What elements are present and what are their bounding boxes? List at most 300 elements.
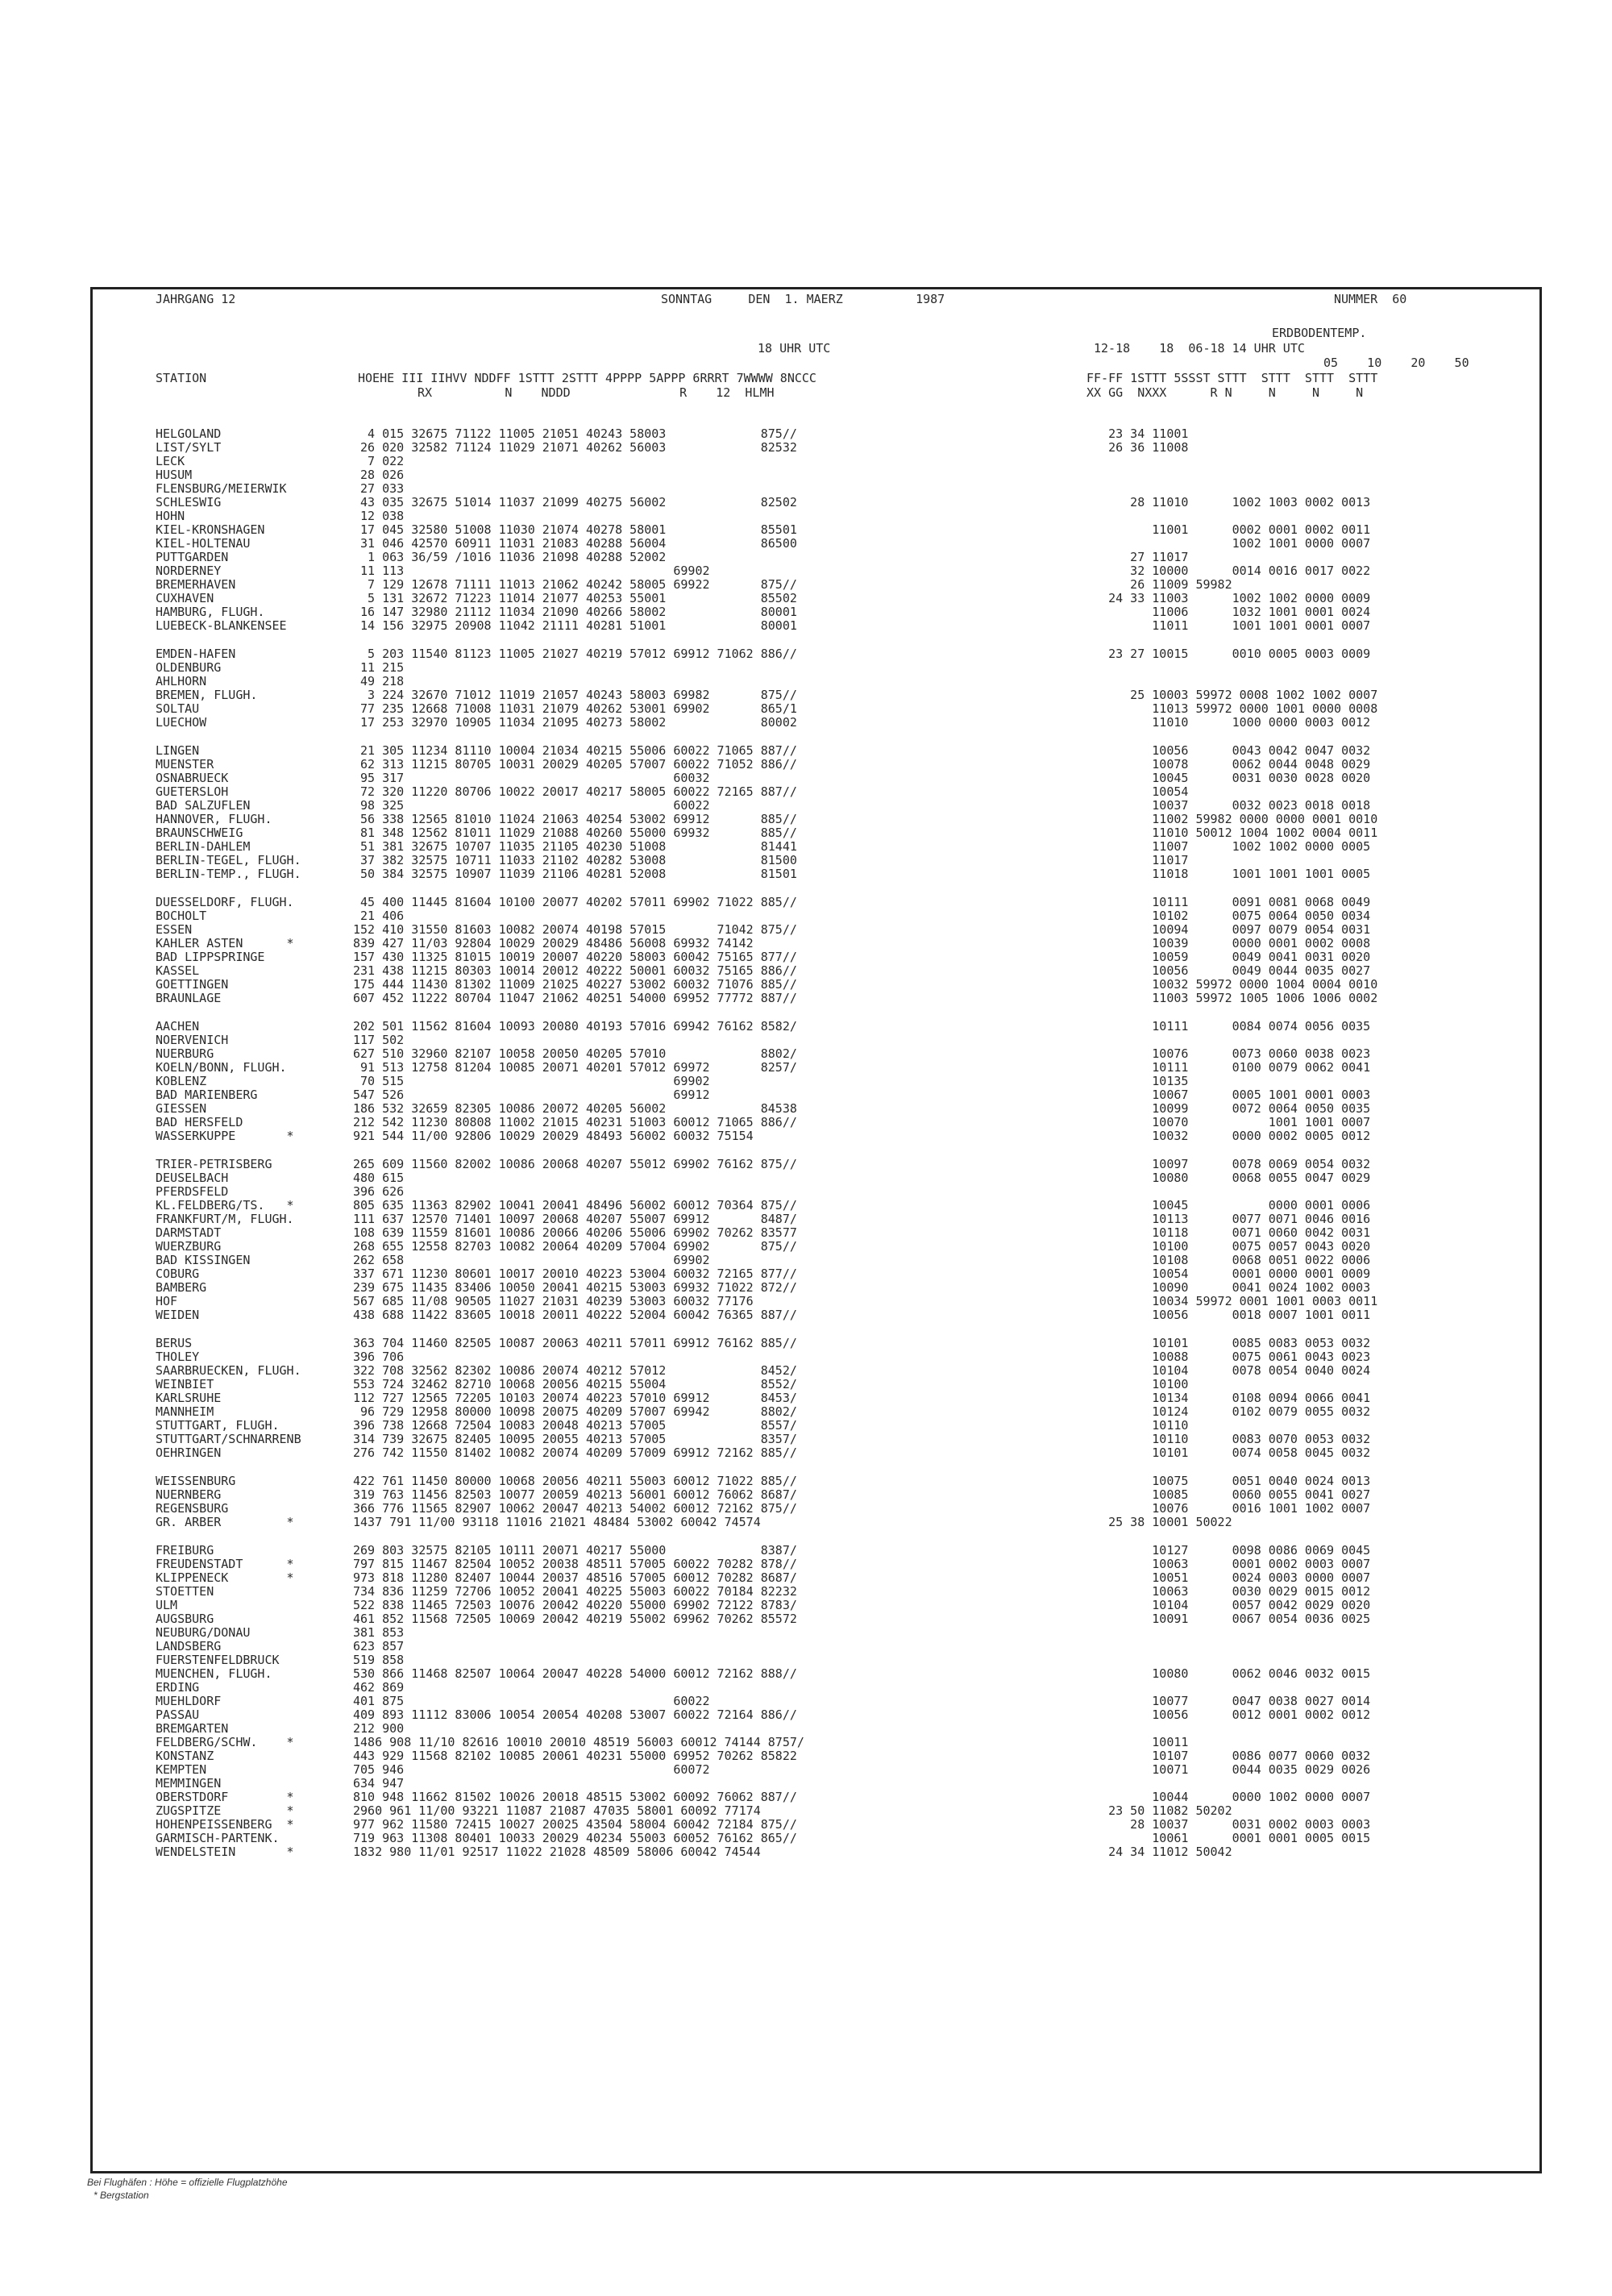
station-name: LUEBECK-BLANKENSEE bbox=[156, 618, 287, 633]
station-synop: 7 022 bbox=[353, 454, 405, 468]
station-name: KIEL-KRONSHAGEN bbox=[156, 522, 265, 537]
station-name: FRANKFURT/M, FLUGH. bbox=[156, 1212, 294, 1226]
station-synop: 2960 961 11/00 93221 11087 21087 47035 58001 60092 77174 bbox=[353, 1803, 761, 1818]
station-extra: 10056 0043 0042 0047 0032 bbox=[1086, 743, 1371, 758]
station-group bbox=[156, 1158, 1526, 1322]
station-extra: 10101 0074 0058 0045 0032 bbox=[1086, 1445, 1371, 1460]
station-extra: 10051 0024 0003 0000 0007 bbox=[1086, 1570, 1371, 1585]
station-extra: 10067 0005 1001 0001 0003 bbox=[1086, 1088, 1371, 1102]
station-row bbox=[156, 551, 1526, 564]
station-synop: 28 026 bbox=[353, 468, 405, 482]
station-name: LECK bbox=[156, 454, 185, 468]
station-row bbox=[156, 1845, 1526, 1859]
station-synop: 438 688 11422 83605 10018 20011 40222 52004 60042 76365 887// bbox=[353, 1308, 797, 1322]
station-extra: 10045 0000 0001 0006 bbox=[1086, 1198, 1371, 1212]
station-extra: 10134 0108 0094 0066 0041 bbox=[1086, 1391, 1371, 1405]
station-synop: 77 235 12668 71008 11031 21079 40262 53001 69902 865/1 bbox=[353, 701, 797, 716]
station-name: BRAUNLAGE bbox=[156, 991, 222, 1005]
station-extra: 32 10000 0014 0016 0017 0022 bbox=[1086, 564, 1371, 578]
station-row bbox=[156, 1558, 1526, 1571]
station-row bbox=[156, 978, 1526, 992]
station-synop: 175 444 11430 81302 11009 21025 40227 53002 60032 71076 885// bbox=[353, 977, 797, 992]
period-heading: 12-18 18 06-18 14 UHR UTC bbox=[1094, 341, 1305, 356]
station-synop: 11 215 bbox=[353, 660, 405, 675]
station-row bbox=[156, 909, 1526, 923]
station-extra: 10104 0078 0054 0040 0024 bbox=[1086, 1363, 1371, 1378]
station-row bbox=[156, 1350, 1526, 1364]
station-group bbox=[156, 1544, 1526, 1859]
station-extra: 11010 1000 0000 0003 0012 bbox=[1086, 715, 1371, 730]
station-row bbox=[156, 1337, 1526, 1350]
station-row bbox=[156, 564, 1526, 578]
station-name: KONSTANZ bbox=[156, 1749, 214, 1763]
station-row bbox=[156, 1116, 1526, 1129]
station-row bbox=[156, 1722, 1526, 1736]
station-group bbox=[156, 1475, 1526, 1529]
station-row bbox=[156, 772, 1526, 785]
station-name: KOBLENZ bbox=[156, 1074, 207, 1088]
station-name: BERLIN-TEGEL, FLUGH. bbox=[156, 853, 301, 867]
station-extra: 26 36 11008 bbox=[1086, 440, 1189, 455]
station-synop: 152 410 31550 81603 10082 20074 40198 57015 71042 875// bbox=[353, 922, 797, 937]
station-extra: 11013 59972 0000 1001 0000 0008 bbox=[1086, 701, 1378, 716]
station-name: LINGEN bbox=[156, 743, 200, 758]
station-name: BAD SALZUFLEN bbox=[156, 798, 251, 813]
station-row bbox=[156, 1695, 1526, 1708]
station-row bbox=[156, 1034, 1526, 1047]
station-row bbox=[156, 1777, 1526, 1791]
station-name: BERLIN-DAHLEM bbox=[156, 839, 251, 854]
station-row bbox=[156, 840, 1526, 854]
station-name: WUERZBURG bbox=[156, 1239, 222, 1254]
station-row bbox=[156, 1199, 1526, 1212]
station-synop: 268 655 12558 82703 10082 20064 40209 57004 69902 875// bbox=[353, 1239, 797, 1254]
obs-time-heading: 18 UHR UTC bbox=[758, 341, 831, 356]
station-synop: 634 947 bbox=[353, 1776, 405, 1791]
station-extra: 10110 0083 0070 0053 0032 bbox=[1086, 1432, 1371, 1446]
station-name: FELDBERG/SCHW. * bbox=[156, 1735, 294, 1749]
station-synop: 4 015 32675 71122 11005 21051 40243 58003 875// bbox=[353, 426, 797, 441]
station-row bbox=[156, 950, 1526, 964]
station-row bbox=[156, 1571, 1526, 1585]
station-extra: 11007 1002 1002 0000 0005 bbox=[1086, 839, 1371, 854]
station-row bbox=[156, 799, 1526, 813]
station-synop: 31 046 42570 60911 11031 21083 40288 56004 86500 bbox=[353, 536, 797, 551]
station-extra: 23 27 10015 0010 0005 0003 0009 bbox=[1086, 647, 1371, 661]
station-name: LANDSBERG bbox=[156, 1639, 222, 1653]
station-name: AACHEN bbox=[156, 1019, 200, 1034]
station-name: KLIPPENECK * bbox=[156, 1570, 294, 1585]
station-name: WEINBIET bbox=[156, 1377, 214, 1391]
station-synop: 117 502 bbox=[353, 1033, 405, 1047]
station-name: BREMGARTEN bbox=[156, 1721, 229, 1736]
station-name: OBERSTDORF * bbox=[156, 1790, 294, 1804]
station-row bbox=[156, 1475, 1526, 1488]
station-synop: 212 900 bbox=[353, 1721, 405, 1736]
station-synop: 91 513 12758 81204 10085 20071 40201 57012 69972 8257/ bbox=[353, 1060, 797, 1075]
station-name: WEIDEN bbox=[156, 1308, 200, 1322]
station-name: KARLSRUHE bbox=[156, 1391, 222, 1405]
station-row bbox=[156, 468, 1526, 482]
station-extra: 10070 1001 1001 0007 bbox=[1086, 1115, 1371, 1129]
station-group bbox=[156, 1337, 1526, 1460]
station-row bbox=[156, 1516, 1526, 1529]
station-extra: 10111 0084 0074 0056 0035 bbox=[1086, 1019, 1371, 1034]
station-name: ZUGSPITZE * bbox=[156, 1803, 294, 1818]
station-row bbox=[156, 1047, 1526, 1061]
station-extra: 28 10037 0031 0002 0003 0003 bbox=[1086, 1817, 1371, 1832]
station-synop: 43 035 32675 51014 11037 21099 40275 56002 82502 bbox=[353, 495, 797, 510]
station-synop: 461 852 11568 72505 10069 20042 40219 55002 69962 70262 85572 bbox=[353, 1612, 797, 1626]
station-synop: 480 615 bbox=[353, 1171, 405, 1185]
station-extra: 10085 0060 0055 0041 0027 bbox=[1086, 1487, 1371, 1502]
station-row bbox=[156, 427, 1526, 441]
station-extra: 10099 0072 0064 0050 0035 bbox=[1086, 1101, 1371, 1116]
station-row bbox=[156, 1020, 1526, 1034]
station-name: AUGSBURG bbox=[156, 1612, 214, 1626]
station-extra: 10037 0032 0023 0018 0018 bbox=[1086, 798, 1371, 813]
station-name: DEUSELBACH bbox=[156, 1171, 229, 1185]
station-name: NUERBURG bbox=[156, 1046, 214, 1061]
station-synop: 37 382 32575 10711 11033 21102 40282 53008 81500 bbox=[353, 853, 797, 867]
station-row bbox=[156, 1281, 1526, 1295]
station-synop: 839 427 11/03 92804 10029 20029 48486 56008 69932 74142 bbox=[353, 936, 754, 950]
station-synop: 27 033 bbox=[353, 481, 405, 496]
station-row bbox=[156, 1158, 1526, 1171]
station-row bbox=[156, 1502, 1526, 1516]
station-row bbox=[156, 1818, 1526, 1832]
station-extra: 10127 0098 0086 0069 0045 bbox=[1086, 1543, 1371, 1558]
station-extra: 11011 1001 1001 0001 0007 bbox=[1086, 618, 1371, 633]
station-row bbox=[156, 1185, 1526, 1199]
station-row bbox=[156, 716, 1526, 730]
station-row bbox=[156, 854, 1526, 867]
station-name: HOHN bbox=[156, 509, 185, 523]
station-extra: 11017 bbox=[1086, 853, 1189, 867]
station-name: HELGOLAND bbox=[156, 426, 222, 441]
station-row bbox=[156, 1599, 1526, 1612]
station-extra: 10063 0030 0029 0015 0012 bbox=[1086, 1584, 1371, 1599]
station-name: WENDELSTEIN * bbox=[156, 1845, 294, 1859]
station-name: DARMSTADT bbox=[156, 1225, 222, 1240]
station-synop: 319 763 11456 82503 10077 20059 40213 56001 60012 76062 8687/ bbox=[353, 1487, 797, 1502]
station-name: HANNOVER, FLUGH. bbox=[156, 812, 272, 826]
station-extra: 11010 50012 1004 1002 0004 0011 bbox=[1086, 826, 1378, 840]
station-extra: 10032 0000 0002 0005 0012 bbox=[1086, 1129, 1371, 1143]
station-extra: 10056 0012 0001 0002 0012 bbox=[1086, 1707, 1371, 1722]
station-group bbox=[156, 744, 1526, 881]
station-synop: 366 776 11565 82907 10062 20047 40213 54002 60012 72162 875// bbox=[353, 1501, 797, 1516]
station-name: KIEL-HOLTENAU bbox=[156, 536, 251, 551]
station-synop: 12 038 bbox=[353, 509, 405, 523]
station-synop: 409 893 11112 83006 10054 20054 40208 53007 60022 72164 886// bbox=[353, 1707, 797, 1722]
station-extra: 10080 0068 0055 0047 0029 bbox=[1086, 1171, 1371, 1185]
station-name: PUTTGARDEN bbox=[156, 550, 229, 564]
station-synop: 17 253 32970 10905 11034 21095 40273 58002 80002 bbox=[353, 715, 797, 730]
station-name: PFERDSFELD bbox=[156, 1184, 229, 1199]
station-synop: 422 761 11450 80000 10068 20056 40211 55003 60012 71022 885// bbox=[353, 1474, 797, 1488]
station-synop: 797 815 11467 82504 10052 20038 48511 57005 60022 70282 878// bbox=[353, 1557, 797, 1571]
station-synop: 1437 791 11/00 93118 11016 21021 48484 53002 60042 74574 bbox=[353, 1515, 761, 1529]
station-row bbox=[156, 1640, 1526, 1653]
station-synop: 973 818 11280 82407 10044 20037 48516 57005 60012 70282 8687/ bbox=[353, 1570, 797, 1585]
station-row bbox=[156, 1378, 1526, 1391]
station-extra: 10135 bbox=[1086, 1074, 1189, 1088]
jahrgang: JAHRGANG 12 bbox=[156, 292, 236, 306]
station-extra: 10059 0049 0041 0031 0020 bbox=[1086, 950, 1371, 964]
station-extra: 10124 0102 0079 0055 0032 bbox=[1086, 1404, 1371, 1419]
station-name: OLDENBURG bbox=[156, 660, 222, 675]
station-extra: 10077 0047 0038 0027 0014 bbox=[1086, 1694, 1371, 1708]
station-row bbox=[156, 1681, 1526, 1695]
station-row bbox=[156, 896, 1526, 909]
station-row bbox=[156, 702, 1526, 716]
station-name: DUESSELDORF, FLUGH. bbox=[156, 895, 294, 909]
station-synop: 547 526 69912 bbox=[353, 1088, 710, 1102]
station-row bbox=[156, 1544, 1526, 1558]
station-row bbox=[156, 758, 1526, 772]
station-row bbox=[156, 1708, 1526, 1722]
station-name: HOHENPEISSENBERG * bbox=[156, 1817, 294, 1832]
station-name: KEMPTEN bbox=[156, 1762, 207, 1777]
right-code-subheading: XX GG NXXX R N N N N bbox=[1086, 385, 1364, 400]
station-row bbox=[156, 1308, 1526, 1322]
station-extra: 10107 0086 0077 0060 0032 bbox=[1086, 1749, 1371, 1763]
station-name: BAD KISSINGEN bbox=[156, 1253, 251, 1267]
station-extra: 10011 bbox=[1086, 1735, 1189, 1749]
station-extra: 10032 59972 0000 1004 0004 0010 bbox=[1086, 977, 1378, 992]
station-name: GIESSEN bbox=[156, 1101, 207, 1116]
station-row bbox=[156, 744, 1526, 758]
station-synop: 95 317 60032 bbox=[353, 771, 710, 785]
station-name: MANNHEIM bbox=[156, 1404, 214, 1419]
station-synop: 322 708 32562 82302 10086 20074 40212 57012 8452/ bbox=[353, 1363, 797, 1378]
station-row bbox=[156, 1267, 1526, 1281]
station-name: BAD LIPPSPRINGE bbox=[156, 950, 265, 964]
station-extra: 10054 0001 0000 0001 0009 bbox=[1086, 1267, 1371, 1281]
station-synop: 314 739 32675 82405 10095 20055 40213 57005 8357/ bbox=[353, 1432, 797, 1446]
station-extra: 27 11017 bbox=[1086, 550, 1189, 564]
station-extra: 10110 bbox=[1086, 1418, 1189, 1433]
station-synop: 212 542 11230 80808 11002 21015 40231 51003 60012 71065 886// bbox=[353, 1115, 797, 1129]
station-extra: 24 33 11003 1002 1002 0000 0009 bbox=[1086, 591, 1371, 605]
station-extra: 11001 0002 0001 0002 0011 bbox=[1086, 522, 1371, 537]
station-name: WASSERKUPPE * bbox=[156, 1129, 294, 1143]
station-extra: 10080 0062 0046 0032 0015 bbox=[1086, 1666, 1371, 1681]
station-name: BAD HERSFELD bbox=[156, 1115, 243, 1129]
station-name: EMDEN-HAFEN bbox=[156, 647, 236, 661]
station-synop: 443 929 11568 82102 10085 20061 40231 55000 69952 70262 85822 bbox=[353, 1749, 797, 1763]
station-row bbox=[156, 688, 1526, 702]
station-synop: 108 639 11559 81601 10086 20066 40206 55006 69902 70262 83577 bbox=[353, 1225, 797, 1240]
station-extra: 11018 1001 1001 1001 0005 bbox=[1086, 867, 1371, 881]
station-extra: 10061 0001 0001 0005 0015 bbox=[1086, 1831, 1371, 1845]
station-synop: 401 875 60022 bbox=[353, 1694, 710, 1708]
station-extra: 10090 0041 0024 1002 0003 bbox=[1086, 1280, 1371, 1295]
station-synop: 265 609 11560 82002 10086 20068 40207 55012 69902 76162 875// bbox=[353, 1157, 797, 1171]
right-code-heading: FF-FF 1STTT 5SSST STTT STTT STTT STTT bbox=[1086, 371, 1378, 385]
code-heading: HOEHE III IIHVV NDDFF 1STTT 2STTT 4PPPP 5APPP 6RRRT 7WWWW 8NCCC bbox=[358, 371, 816, 385]
station-row bbox=[156, 1488, 1526, 1502]
station-name: LIST/SYLT bbox=[156, 440, 222, 455]
station-synop: 7 129 12678 71111 11013 21062 40242 58005 69922 875// bbox=[353, 577, 797, 592]
station-synop: 5 131 32672 71223 11014 21077 40253 55001 85502 bbox=[353, 591, 797, 605]
station-synop: 239 675 11435 83406 10050 20041 40215 53003 69932 71022 872// bbox=[353, 1280, 797, 1295]
station-row bbox=[156, 496, 1526, 510]
station-row bbox=[156, 1405, 1526, 1419]
station-name: BOCHOLT bbox=[156, 909, 207, 923]
station-extra: 25 38 10001 50022 bbox=[1086, 1515, 1232, 1529]
station-extra: 10045 0031 0030 0028 0020 bbox=[1086, 771, 1371, 785]
station-synop: 16 147 32980 21112 11034 21090 40266 58002 80001 bbox=[353, 605, 797, 619]
station-synop: 921 544 11/00 92806 10029 20029 48493 56002 60032 75154 bbox=[353, 1129, 754, 1143]
station-extra: 10111 0100 0079 0062 0041 bbox=[1086, 1060, 1371, 1075]
station-synop: 26 020 32582 71124 11029 21071 40262 56003 82532 bbox=[353, 440, 797, 455]
station-name: STOETTEN bbox=[156, 1584, 214, 1599]
station-synop: 705 946 60072 bbox=[353, 1762, 710, 1777]
station-row bbox=[156, 1212, 1526, 1226]
station-synop: 50 384 32575 10907 11039 21106 40281 52008 81501 bbox=[353, 867, 797, 881]
station-extra: 10076 0016 1001 1002 0007 bbox=[1086, 1501, 1371, 1516]
station-synop: 111 637 12570 71401 10097 20068 40207 55007 69912 8487/ bbox=[353, 1212, 797, 1226]
station-name: BERUS bbox=[156, 1336, 193, 1350]
station-name: ULM bbox=[156, 1598, 178, 1612]
station-row bbox=[156, 1419, 1526, 1433]
station-row bbox=[156, 867, 1526, 881]
station-synop: 157 430 11325 81015 10019 20007 40220 58003 60042 75165 877// bbox=[353, 950, 797, 964]
station-name: KAHLER ASTEN * bbox=[156, 936, 294, 950]
station-synop: 522 838 11465 72503 10076 20042 40220 55000 69902 72122 8783/ bbox=[353, 1598, 797, 1612]
station-synop: 623 857 bbox=[353, 1639, 405, 1653]
station-group bbox=[156, 1020, 1526, 1143]
station-name: HOF bbox=[156, 1294, 178, 1308]
station-row bbox=[156, 1832, 1526, 1845]
station-synop: 11 113 69902 bbox=[353, 564, 710, 578]
station-row bbox=[156, 1061, 1526, 1075]
station-row bbox=[156, 1088, 1526, 1102]
station-row bbox=[156, 619, 1526, 633]
station-extra: 25 10003 59972 0008 1002 1002 0007 bbox=[1086, 688, 1378, 702]
station-name: CUXHAVEN bbox=[156, 591, 214, 605]
station-synop: 49 218 bbox=[353, 674, 405, 688]
station-extra: 28 11010 1002 1003 0002 0013 bbox=[1086, 495, 1371, 510]
station-synop: 62 313 11215 80705 10031 20029 40205 57007 60022 71052 886// bbox=[353, 757, 797, 772]
station-synop: 805 635 11363 82902 10041 20041 48496 56002 60012 70364 875// bbox=[353, 1198, 797, 1212]
station-name: REGENSBURG bbox=[156, 1501, 229, 1516]
station-synop: 553 724 32462 82710 10068 20056 40215 55004 8552/ bbox=[353, 1377, 797, 1391]
station-synop: 98 325 60022 bbox=[353, 798, 710, 813]
station-row bbox=[156, 537, 1526, 551]
station-synop: 1832 980 11/01 92517 11022 21028 48509 58006 60042 74544 bbox=[353, 1845, 761, 1859]
station-row bbox=[156, 1446, 1526, 1460]
station-name: NOERVENICH bbox=[156, 1033, 229, 1047]
station-synop: 530 866 11468 82507 10064 20047 40228 54000 60012 72162 888// bbox=[353, 1666, 797, 1681]
station-row bbox=[156, 1585, 1526, 1599]
station-extra: 11002 59982 0000 0000 0001 0010 bbox=[1086, 812, 1378, 826]
station-name: BERLIN-TEMP., FLUGH. bbox=[156, 867, 301, 881]
station-extra: 10088 0075 0061 0043 0023 bbox=[1086, 1350, 1371, 1364]
station-extra: 1002 1001 0000 0007 bbox=[1086, 536, 1371, 551]
station-name: HUSUM bbox=[156, 468, 193, 482]
station-name: LUECHOW bbox=[156, 715, 207, 730]
station-row bbox=[156, 1804, 1526, 1818]
station-synop: 627 510 32960 82107 10058 20050 40205 57010 8802/ bbox=[353, 1046, 797, 1061]
station-row bbox=[156, 455, 1526, 468]
station-extra: 10078 0062 0044 0048 0029 bbox=[1086, 757, 1371, 772]
station-row bbox=[156, 1612, 1526, 1626]
station-synop: 56 338 12565 81010 11024 21063 40254 53002 69912 885// bbox=[353, 812, 797, 826]
station-row bbox=[156, 482, 1526, 496]
station-extra: 10100 bbox=[1086, 1377, 1189, 1391]
station-extra: 10102 0075 0064 0050 0034 bbox=[1086, 909, 1371, 923]
station-extra: 10076 0073 0060 0038 0023 bbox=[1086, 1046, 1371, 1061]
station-row bbox=[156, 510, 1526, 523]
station-row bbox=[156, 1667, 1526, 1681]
station-extra: 10118 0071 0060 0042 0031 bbox=[1086, 1225, 1371, 1240]
issue-number: NUMMER 60 bbox=[1334, 292, 1407, 306]
station-extra: 23 50 11082 50202 bbox=[1086, 1803, 1232, 1818]
station-row bbox=[156, 441, 1526, 455]
station-name: NORDERNEY bbox=[156, 564, 222, 578]
station-name: SOLTAU bbox=[156, 701, 200, 716]
station-extra: 24 34 11012 50042 bbox=[1086, 1845, 1232, 1859]
station-row bbox=[156, 1129, 1526, 1143]
station-extra: 10071 0044 0035 0029 0026 bbox=[1086, 1762, 1371, 1777]
station-extra: 10039 0000 0001 0002 0008 bbox=[1086, 936, 1371, 950]
station-name: KASSEL bbox=[156, 963, 200, 978]
station-extra: 10054 bbox=[1086, 784, 1189, 799]
station-name: MUENCHEN, FLUGH. bbox=[156, 1666, 272, 1681]
station-synop: 276 742 11550 81402 10082 20074 40209 57009 69912 72162 885// bbox=[353, 1445, 797, 1460]
station-row bbox=[156, 826, 1526, 840]
station-name: MEMMINGEN bbox=[156, 1776, 222, 1791]
station-name: WEISSENBURG bbox=[156, 1474, 236, 1488]
station-row bbox=[156, 1626, 1526, 1640]
station-name: ERDING bbox=[156, 1680, 200, 1695]
station-name: THOLEY bbox=[156, 1350, 200, 1364]
station-heading: STATION bbox=[156, 371, 207, 385]
station-row bbox=[156, 647, 1526, 661]
station-synop: 81 348 12562 81011 11029 21088 40260 55000 69932 885// bbox=[353, 826, 797, 840]
soil-depth-heading: 05 10 20 50 bbox=[1323, 356, 1469, 370]
station-name: BAD MARIENBERG bbox=[156, 1088, 258, 1102]
station-name: NEUBURG/DONAU bbox=[156, 1625, 251, 1640]
station-name: STUTTGART/SCHNARRENB bbox=[156, 1432, 301, 1446]
station-extra: 10075 0051 0040 0024 0013 bbox=[1086, 1474, 1371, 1488]
soil-temp-heading: ERDBODENTEMP. bbox=[1272, 326, 1367, 340]
station-name: SCHLESWIG bbox=[156, 495, 222, 510]
station-synop: 5 203 11540 81123 11005 21027 40219 57012 69912 71062 886// bbox=[353, 647, 797, 661]
station-row bbox=[156, 523, 1526, 537]
station-synop: 396 738 12668 72504 10083 20048 40213 57005 8557/ bbox=[353, 1418, 797, 1433]
station-synop: 462 869 bbox=[353, 1680, 405, 1695]
station-name: GOETTINGEN bbox=[156, 977, 229, 992]
station-name: ESSEN bbox=[156, 922, 193, 937]
station-row bbox=[156, 992, 1526, 1005]
station-name: OEHRINGEN bbox=[156, 1445, 222, 1460]
station-synop: 45 400 11445 81604 10100 20077 40202 57011 69902 71022 885// bbox=[353, 895, 797, 909]
station-name: FUERSTENFELDBRUCK bbox=[156, 1653, 280, 1667]
station-name: FREIBURG bbox=[156, 1543, 214, 1558]
station-synop: 14 156 32975 20908 11042 21111 40281 51001 80001 bbox=[353, 618, 797, 633]
station-row bbox=[156, 1763, 1526, 1777]
station-synop: 607 452 11222 80704 11047 21062 40251 54000 69952 77772 887// bbox=[353, 991, 797, 1005]
station-extra: 26 11009 59982 bbox=[1086, 577, 1232, 592]
station-row bbox=[156, 785, 1526, 799]
station-name: BREMEN, FLUGH. bbox=[156, 688, 258, 702]
station-group bbox=[156, 647, 1526, 730]
station-name: PASSAU bbox=[156, 1707, 200, 1722]
